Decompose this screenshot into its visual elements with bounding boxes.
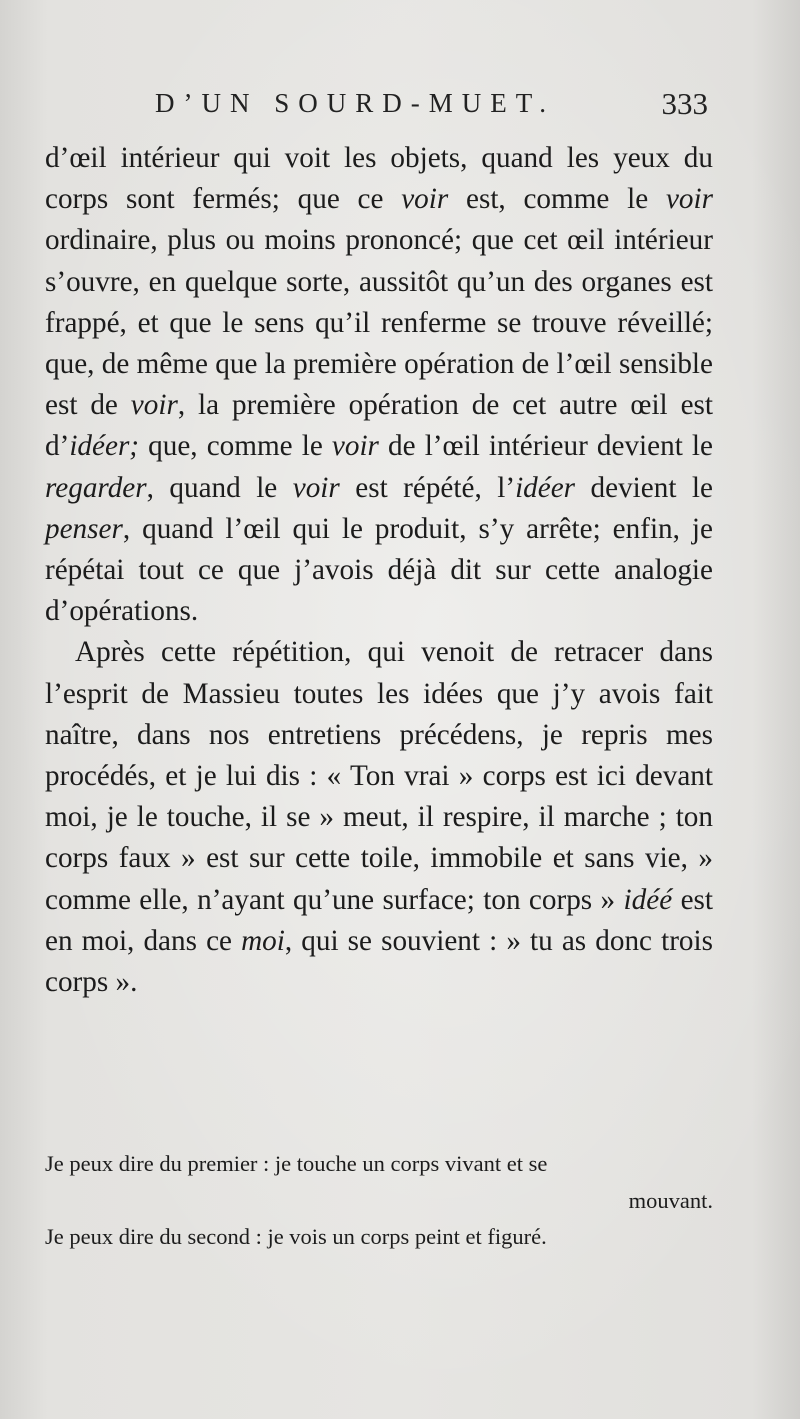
italic-term: idéé [623,883,673,916]
italic-term: regarder [45,471,147,504]
italic-term: voir [665,183,713,216]
text-run: ordinaire, plus ou moins prononcé; que cet œil intérieur s’ouvre, en quelque sorte, aussitôt qu’un des organes est frappé, et que le sens qu’il renferme se trouve réveillé; que, de même que la première opération de l’œil sensible est de [45,224,713,422]
paragraph [45,632,713,1003]
page-header [0,88,800,128]
italic-term: idéer [515,471,576,504]
italic-term: moi [241,924,285,957]
text-run: est, comme le [448,183,666,216]
text-run: que, comme le [139,430,332,463]
text-run: Après cette répétition, qui venoit de retracer dans l’esprit de Massieu toutes les idées que j’y avois fait naître, dans nos entretiens précédens, je repris mes procédés, et je lui dis : « Ton vrai » corps est ici devant moi, je le touche, il se » meut, il respire, il marche ; ton corps faux » est sur cette toile, immobile et sans vie, » comme elle, n’ayant qu’une surface; ton corps » [45,636,713,916]
italic-term: voir [130,389,178,422]
text-run: est en moi, dans ce [45,883,713,957]
footnote-continuation: mouvant. [628,1187,713,1213]
text-run: devient le [575,471,713,504]
page-number: 333 [661,86,708,121]
text-run: de l’œil intérieur devient le [378,430,713,463]
text-run: , qui se souvient : » tu as donc trois corps ». [45,924,713,999]
text-run: , quand l’œil qui le produit, s’y arrête; enfin, je répétai tout ce que j’avois déjà dit sur cette analogie d’opérations. [45,512,713,628]
text-run: , quand le [146,471,293,504]
text-run: est répété, l’ [339,471,516,504]
italic-term: idéer; [69,430,140,463]
italic-term: voir [331,430,379,463]
text-run: d’œil intérieur qui voit les objets, quand les yeux du corps sont fermés; que ce [45,142,713,216]
italic-term: voir [292,471,340,504]
text-run: , la première opération de cet autre œil est d’ [45,389,713,463]
main-text [45,138,713,1003]
footnote-line: Je peux dire du premier : je touche un corps vivant et se [45,1151,548,1176]
running-head: D’UN SOURD-MUET. [155,88,555,118]
footnotes [45,1146,713,1256]
footnote-line: Je peux dire du second : je vois un corps peint et figuré. [45,1224,547,1249]
paragraph-continued [45,138,713,632]
italic-term: penser [45,512,123,545]
italic-term: voir [401,183,449,216]
